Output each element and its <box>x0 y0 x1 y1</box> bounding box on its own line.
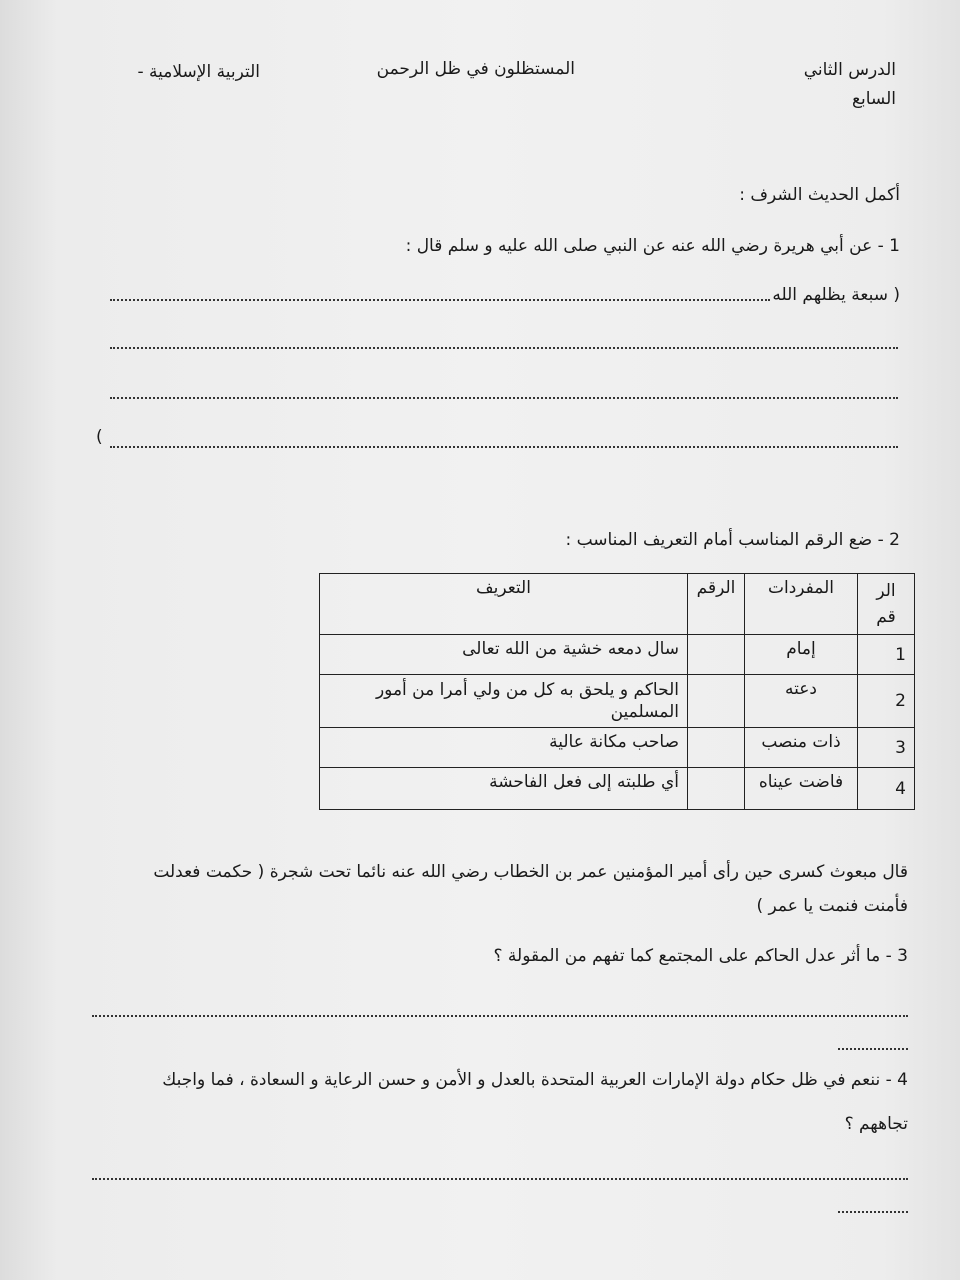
row-number: 1 <box>858 635 915 675</box>
vocab-table <box>319 573 915 810</box>
header-definition: التعريف <box>320 574 688 635</box>
header-words: المفردات <box>745 574 858 635</box>
header-answer-number: الرقم <box>688 574 745 635</box>
answer-line-7[interactable] <box>92 1178 908 1180</box>
subject-label: التربية الإسلامية - <box>137 62 260 82</box>
answer-line-3[interactable] <box>110 397 898 399</box>
answer-line-5[interactable] <box>92 1015 908 1017</box>
lesson-label: الدرس الثاني <box>803 60 896 80</box>
row-definition: الحاكم و يلحق به كل من ولي أمرا من أمور المسلمين <box>320 675 688 728</box>
row-word: إمام <box>745 635 858 675</box>
row-number: 2 <box>858 675 915 728</box>
section3-question: 3 - ما أثر عدل الحاكم على المجتمع كما تفهم من المقولة ؟ <box>493 946 908 966</box>
row-number: 4 <box>858 768 915 810</box>
row-definition: أي طلبته إلى فعل الفاحشة <box>320 768 688 810</box>
section1-instruction: أكمل الحديث الشرف : <box>739 185 900 205</box>
table-header-row <box>320 574 915 635</box>
hadith-end: ) <box>96 427 103 447</box>
header-number: الر قم <box>858 574 915 635</box>
row-answer-cell[interactable] <box>688 728 745 768</box>
row-word: فاضت عيناه <box>745 768 858 810</box>
row-word: ذات منصب <box>745 728 858 768</box>
section4-question-line-2: تجاههم ؟ <box>844 1114 908 1134</box>
grade-label: السابع <box>851 89 896 109</box>
table-row <box>320 635 915 675</box>
answer-line-6[interactable] <box>838 1048 908 1050</box>
answer-line-4[interactable] <box>110 446 898 448</box>
answer-line-2[interactable] <box>110 347 898 349</box>
row-answer-cell[interactable] <box>688 768 745 810</box>
row-definition: صاحب مكانة عالية <box>320 728 688 768</box>
section1-question: 1 - عن أبي هريرة رضي الله عنه عن النبي صلى الله عليه و سلم قال : <box>405 236 900 256</box>
row-answer-cell[interactable] <box>688 635 745 675</box>
hadith-start: ( سبعة يظلهم الله <box>772 285 900 305</box>
quote-line-1: قال مبعوث كسرى حين رأى أمير المؤمنين عمر بن الخطاب رضي الله عنه نائما تحت شجرة ( حكمت فعدلت <box>153 862 908 882</box>
section2-question: 2 - ضع الرقم المناسب أمام التعريف المناسب : <box>565 530 900 550</box>
answer-line-8[interactable] <box>838 1211 908 1213</box>
table-row <box>320 768 915 810</box>
lesson-title: المستظلون في ظل الرحمن <box>376 59 575 79</box>
section4-question-line-1: 4 - ننعم في ظل حكام دولة الإمارات العربية المتحدة بالعدل و الأمن و حسن الرعاية و السعادة ، فما واجبك <box>162 1070 908 1090</box>
table-row <box>320 675 915 728</box>
row-answer-cell[interactable] <box>688 675 745 728</box>
answer-line-1[interactable] <box>110 299 770 301</box>
row-word: دعته <box>745 675 858 728</box>
table-row <box>320 728 915 768</box>
row-definition: سال دمعه خشية من الله تعالى <box>320 635 688 675</box>
row-number: 3 <box>858 728 915 768</box>
quote-line-2: فأمنت فنمت يا عمر ) <box>756 896 908 916</box>
